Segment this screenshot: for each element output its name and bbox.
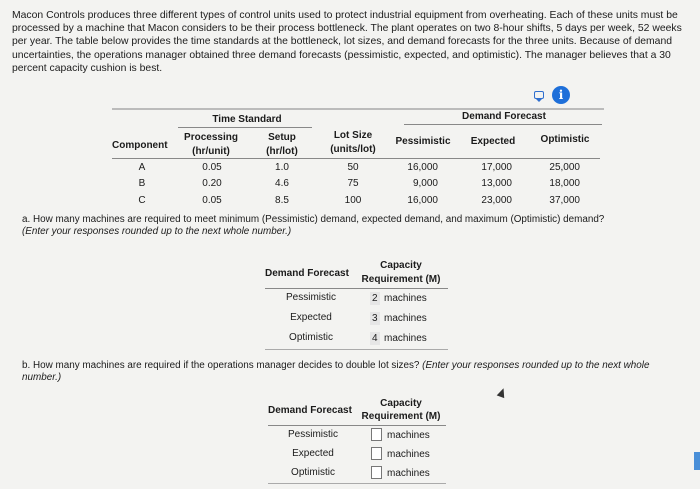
setup-header-2: (hr/lot)	[266, 146, 298, 157]
forecast-label: Pessimistic	[287, 429, 338, 440]
lot-size-cell: 75	[347, 178, 359, 189]
time-standard-rule	[178, 127, 312, 128]
help-icons	[530, 86, 580, 106]
problem-statement	[12, 9, 692, 75]
answer-input[interactable]	[371, 428, 382, 441]
optimistic-cell: 25,000	[549, 162, 580, 173]
setup-cell: 1.0	[275, 162, 289, 173]
question-b-text: b. How many machines are required if the operations manager decides to double lot sizes?	[22, 360, 420, 371]
capacity-column-header-2: Requirement (M)	[361, 274, 441, 285]
hint-icon[interactable]	[534, 91, 544, 99]
setup-cell: 8.5	[275, 195, 289, 206]
forecast-label: Optimistic	[289, 332, 333, 343]
pessimistic-cell: 9,000	[412, 178, 438, 189]
info-icon[interactable]: i	[552, 86, 570, 104]
forecast-label: Pessimistic	[285, 292, 336, 303]
lot-size-cell: 100	[344, 195, 362, 206]
component-header: Component	[112, 140, 168, 151]
side-scroll-tab[interactable]	[694, 452, 700, 470]
pessimistic-header: Pessimistic	[395, 136, 451, 147]
machines-unit: machines	[384, 333, 427, 344]
answer-input[interactable]	[371, 447, 382, 460]
capacity-column-header-1: Capacity	[380, 260, 422, 271]
optimistic-cell: 18,000	[549, 178, 580, 189]
expected-cell: 23,000	[481, 195, 512, 206]
lot-size-header-2: (units/lot)	[330, 144, 376, 155]
capacity-column-header-2: Requirement (M)	[361, 411, 441, 422]
question-b	[22, 360, 677, 385]
setup-cell: 4.6	[275, 178, 289, 189]
optimistic-cell: 37,000	[549, 195, 580, 206]
answer-input[interactable]: 2	[372, 293, 378, 304]
lot-size-header-1: Lot Size	[333, 130, 373, 141]
question-a-note: (Enter your responses rounded up to the next whole number.)	[22, 226, 292, 238]
question-a-text: a. How many machines are required to meet minimum (Pessimistic) demand, expected demand, and maximum (Optimistic) demand?	[22, 214, 605, 225]
processing-header-1: Processing	[184, 132, 238, 143]
capacity-column-header-1: Capacity	[380, 398, 422, 409]
machines-unit: machines	[387, 449, 430, 460]
processing-cell: 0.05	[202, 162, 222, 173]
answer-input[interactable]: 4	[372, 333, 378, 344]
forecast-label: Expected	[292, 448, 334, 459]
demand-forecast-rule	[404, 124, 602, 125]
answer-table-b-bottom-rule	[268, 483, 446, 484]
component-cell: C	[138, 195, 146, 206]
question-a	[22, 214, 682, 239]
component-cell: B	[138, 178, 146, 189]
demand-forecast-header: Demand Forecast	[462, 111, 546, 122]
machines-unit: machines	[384, 293, 427, 304]
forecast-label: Expected	[290, 312, 332, 323]
machines-unit: machines	[387, 468, 430, 479]
component-cell: A	[138, 162, 146, 173]
machines-unit: machines	[387, 430, 430, 441]
table-header-rule	[112, 158, 600, 159]
machines-unit: machines	[384, 313, 427, 324]
question-b-note: (Enter your responses rounded up to the next whole number.)	[22, 360, 650, 384]
demand-forecast-column-header: Demand Forecast	[265, 268, 349, 279]
answer-input[interactable]: 3	[372, 313, 378, 324]
pessimistic-cell: 16,000	[407, 162, 438, 173]
forecast-label: Optimistic	[291, 467, 335, 478]
answer-table-a-header-rule	[265, 288, 448, 289]
demand-forecast-column-header: Demand Forecast	[268, 405, 352, 416]
pessimistic-cell: 16,000	[407, 195, 438, 206]
time-standard-header: Time Standard	[212, 114, 282, 125]
expected-cell: 13,000	[481, 178, 512, 189]
answer-table-a-bottom-rule	[265, 349, 448, 350]
expected-header: Expected	[470, 136, 516, 147]
table-top-rule	[112, 108, 604, 110]
processing-header-2: (hr/unit)	[192, 146, 230, 157]
expected-cell: 17,000	[481, 162, 512, 173]
mouse-cursor-icon	[497, 387, 508, 398]
processing-cell: 0.20	[202, 178, 222, 189]
answer-table-b-header-rule	[268, 425, 446, 426]
processing-cell: 0.05	[202, 195, 222, 206]
setup-header-1: Setup	[268, 132, 296, 143]
intro-text: Macon Controls produces three different types of control units used to protect industrial equipment from overheating. Each of these units must be processed by a machine that Macon considers to be their process bottleneck. The plant operates on two 8-hour shifts, 5 days per week, 52 weeks per year. The table below provides the time standards at the bottleneck, lot sizes, and demand forecasts for the three units. Because of demand uncertainties, the operations manager obtained three demand forecasts (pessimistic, expected, and optimistic). The manager believes that a 30 percent capacity cushion is best.	[12, 10, 682, 74]
optimistic-header: Optimistic	[540, 134, 590, 145]
lot-size-cell: 50	[347, 162, 359, 173]
answer-input[interactable]	[371, 466, 382, 479]
